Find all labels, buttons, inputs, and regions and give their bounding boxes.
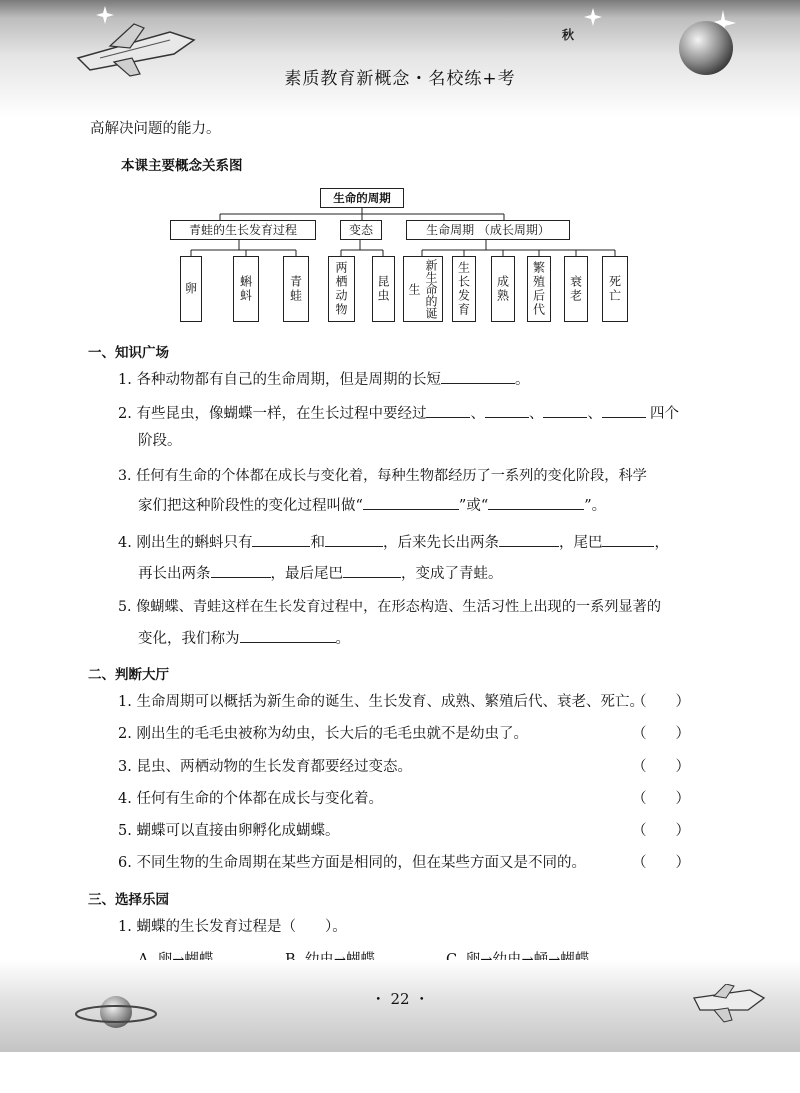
question-text: 生命周期可以概括为新生命的诞生、生长发育、成熟、繁殖后代、衰老、死亡。 [136,694,644,710]
answer-parenthesis[interactable]: （ ） [632,855,690,871]
question-text: ，变成了青蛙。 [401,566,503,582]
question-text: ”。 [584,498,607,514]
question-text: 蝴蝶可以直接由卵孵化成蝴蝶。 [136,823,340,839]
page-number: ・ 22 ・ [370,990,430,1008]
diagram-leaf-aging: 衰老 [564,256,588,322]
question-number: 6. [118,855,132,871]
diagram-leaf-birth: 新生命的诞生 [403,256,443,322]
question-text: ”或“ [458,498,489,514]
question-text: 刚出生的毛毛虫被称为幼虫，长大后的毛毛虫就不是幼虫了。 [136,726,528,742]
diagram-leaf-insect: 昆虫 [372,256,395,322]
question-number: 3. [118,468,132,484]
answer-parenthesis[interactable]: （ ） [632,823,690,839]
question-text: 、 [470,406,485,422]
fill-question-3 [118,466,647,486]
question-number: 4. [118,535,132,551]
question-number: 5. [118,823,132,839]
question-text-continued: 阶段。 [138,433,182,449]
diagram-leaf-reproduction: 繁殖后代 [527,256,551,322]
answer-blank[interactable] [343,563,401,578]
diagram-node-metamorphosis: 变态 [340,220,382,240]
question-number: 1. [118,372,132,388]
question-text: 像蝴蝶、青蛙这样在生长发育过程中，在形态构造、生活习性上出现的一系列显著的 [136,599,662,615]
judge-item-5 [118,821,339,841]
question-text: 不同生物的生命周期在某些方面是相同的，但在某些方面又是不同的。 [136,855,586,871]
answer-parenthesis[interactable]: （ ） [632,726,690,742]
answer-blank[interactable] [211,563,271,578]
question-number: 2. [118,726,132,742]
header-title: 素质教育新概念・名校练+考 [284,69,516,89]
question-text: ，尾巴 [558,535,603,551]
question-text: 昆虫、两栖动物的生长发育都要经过变态。 [136,759,412,775]
question-number: 5. [118,599,132,615]
diagram-title: 本课主要概念关系图 [121,158,243,174]
answer-blank[interactable] [499,532,559,547]
question-number: 3. [118,759,132,775]
answer-parenthesis[interactable]: （ ） [632,791,690,807]
intro-text: 高解决问题的能力。 [90,121,221,137]
choice-question-1 [118,917,347,937]
sparkle-icon [584,8,602,26]
answer-blank[interactable] [602,403,646,418]
diagram-leaf-tadpole: 蝌蚪 [233,256,259,322]
diagram-leaf-maturity: 成熟 [491,256,515,322]
question-text: 和 [310,535,325,551]
answer-blank[interactable] [363,495,459,510]
fill-question-3-continued [138,495,606,516]
space-shuttle-icon [690,984,768,1024]
judge-item-1 [118,692,644,712]
question-text: 。 [514,372,530,388]
fill-question-4-continued [138,563,503,584]
question-text: ， [654,535,669,551]
fill-question-4 [118,532,669,553]
question-text: 四个 [649,406,679,422]
answer-blank[interactable] [252,532,310,547]
fill-question-2 [118,403,679,424]
answer-blank[interactable] [485,403,529,418]
judge-item-3 [118,757,412,777]
question-text: 变化，我们称为 [138,631,240,647]
answer-blank[interactable] [325,532,383,547]
question-text: 任何有生命的个体都在成长与变化着。 [136,791,383,807]
answer-blank[interactable] [240,628,336,643]
question-text: 家们把这种阶段性的变化过程叫做“ [138,498,363,514]
judge-item-4 [118,789,383,809]
question-text: ，最后尾巴 [270,566,343,582]
diagram-leaf-frog: 青蛙 [283,256,309,322]
fill-question-5 [118,597,661,617]
question-text: 任何有生命的个体都在成长与变化着，每种生物都经历了一系列的变化阶段，科学 [136,468,647,484]
question-text: ，后来先长出两条 [382,535,499,551]
answer-blank[interactable] [488,495,584,510]
diagram-leaf-egg: 卵 [180,256,202,322]
sparkle-icon [96,6,114,24]
fill-question-1 [118,369,529,390]
question-text: 再长出两条 [138,566,211,582]
answer-blank[interactable] [426,403,470,418]
question-text: 。 [335,631,350,647]
answer-blank[interactable] [543,403,587,418]
diagram-node-life-cycle: 生命周期 （成长周期） [406,220,570,240]
question-number: 2. [118,406,132,422]
question-text: 蝴蝶的生长发育过程是（ ）。 [136,919,347,935]
answer-blank[interactable] [602,532,654,547]
question-number: 4. [118,791,132,807]
season-tag: 秋 [562,28,575,42]
diagram-root-node: 生命的周期 [320,188,404,208]
answer-blank[interactable] [441,369,515,384]
question-text: 有些昆虫，像蝴蝶一样，在生长过程中要经过 [136,406,427,422]
section-judgement-title: 二、判断大厅 [88,667,169,683]
question-text: 、 [528,406,544,422]
diagram-node-frog-growth: 青蛙的生长发育过程 [170,220,316,240]
diagram-leaf-amphibian: 两栖动物 [328,256,355,322]
question-text: 刚出生的蝌蚪只有 [136,535,253,551]
fill-question-5-continued [138,628,350,649]
question-number: 1. [118,919,132,935]
question-text: 、 [587,406,602,422]
judge-item-6 [118,853,586,873]
answer-parenthesis[interactable]: （ ） [632,759,690,775]
diagram-leaf-death: 死亡 [602,256,628,322]
diagram-leaf-growth: 生长发育 [452,256,476,322]
question-number: 1. [118,694,132,710]
judge-item-2 [118,724,528,744]
answer-parenthesis[interactable]: （ ） [632,694,690,710]
question-text: 各种动物都有自己的生命周期，但是周期的长短 [136,372,441,388]
section-knowledge-title: 一、知识广场 [88,345,169,361]
section-choice-title: 三、选择乐园 [88,892,169,908]
